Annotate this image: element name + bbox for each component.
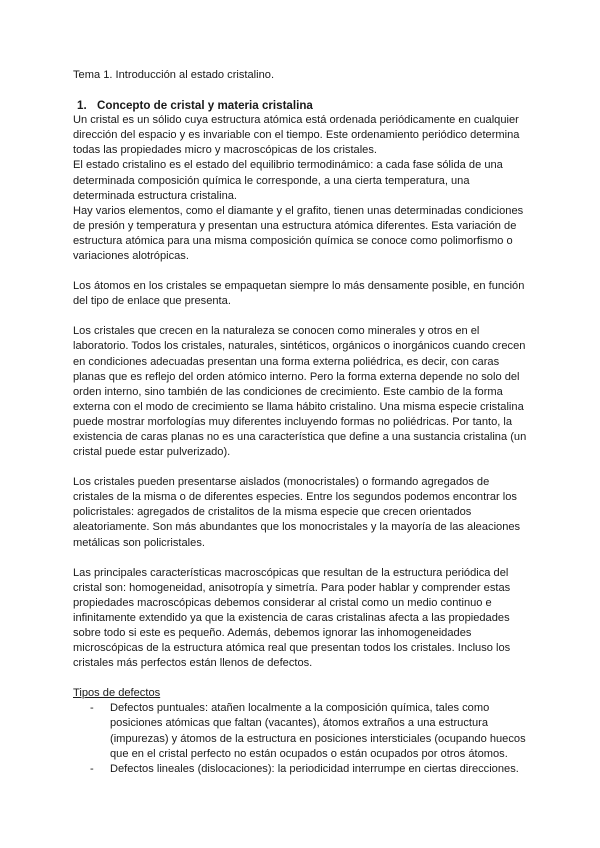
defects-heading: Tipos de defectos	[73, 687, 161, 700]
paragraph-crystal-definition: Un cristal es un sólido cuya estructura atómica está ordenada periódicamente en cualquier dirección del espacio y es invariable con el tiempo. Este ordenamiento periódico determina todas las propiedades micro y macroscópicas de los cristales.	[73, 114, 520, 157]
paragraph-spacer	[73, 551, 528, 566]
section-number: 1.	[77, 99, 87, 113]
paragraph-crystal-habit: Los cristales que crecen en la naturaleza se conocen como minerales y otros en el laboratorio. Todos los cristales, naturales, sintéticos, orgánicos o inorgánicos cuando crecen en condiciones adecuadas presentan una forma externa poliédrica, es decir, con caras planas que es reflejo del orden atómico interno. Pero la forma externa depende no solo del orden interno, sino también de las condiciones de crecimiento. Este cambio de la forma externa con el modo de crecimiento se llama hábito cristalino. Una misma especie cristalina puede mostrar morfologías muy diferentes incluyendo formas no poliédricas. Por tanto, la existencia de caras planas no es una característica que define a una sustancia cristalina (un cristal puede estar pulverizado).	[73, 325, 527, 459]
paragraph-crystalline-state: El estado cristalino es el estado del equilibrio termodinámico: a cada fase sólida de una determinada composición química le corresponde, a una cierta temperatura, una determinada estructura cristalina.	[73, 159, 503, 202]
section-title: Concepto de cristal y materia cristalina	[97, 99, 313, 113]
paragraph-polycrystals: Los cristales pueden presentarse aislados (monocristales) o formando agregados de cristales de la misma o de diferentes especies. Entre los segundos podemos encontrar los policristales: agregados de cristalitos de la misma especie que crecen orientados aleatoriamente. Son más abundantes que los monocristales y la mayoría de las aleaciones metálicas son policristales.	[73, 476, 521, 549]
list-bullet: -	[90, 702, 94, 715]
list-item	[73, 762, 528, 777]
section-heading	[73, 98, 528, 113]
paragraph-spacer	[73, 460, 528, 475]
paragraph-polymorphism: Hay varios elementos, como el diamante y el grafito, tienen unas determinadas condiciones de presión y temperatura y presentan una estructura atómica diferentes. Esta variación de estructura atómica para una misma composición química se conoce como polimorfismo o variaciones alotrópicas.	[73, 204, 524, 263]
paragraph-macroscopic-properties: Las principales características macroscópicas que resultan de la estructura periódica del cristal son: homogeneidad, anisotropía y simetría. Para poder hablar y comprender estas propiedades macroscópicas debemos considerar al cristal como un medio continuo e infinitamente extendido ya que la existencia de caras cristalinas afecta a las propiedades sobre todo si este es pequeño. Además, debemos ignorar las inhomogeneidades microscópicas de la estructura atómica real que presentan todos los cristales. Incluso los cristales más perfectos están llenos de defectos.	[73, 566, 511, 670]
list-bullet: -	[90, 762, 94, 775]
paragraph-atom-packing: Los átomos en los cristales se empaquetan siempre lo más densamente posible, en función del tipo de enlace que presenta.	[73, 280, 525, 308]
paragraph-spacer	[73, 309, 528, 324]
list-item-text: Defectos puntuales: atañen localmente a la composición química, tales como posiciones atómicas que faltan (vacantes), átomos extraños a una estructura (impurezas) y átomos de la estructura en posiciones intersticiales (ocupando huecos que en el cristal perfecto no están ocupados o están ocupados por otros átomos.	[110, 702, 526, 760]
defects-list	[73, 701, 528, 776]
paragraph-spacer	[73, 264, 528, 279]
list-item-text: Defectos lineales (dislocaciones): la periodicidad interrumpe en ciertas direcciones.	[110, 762, 519, 775]
list-item	[73, 701, 528, 761]
document-title: Tema 1. Introducción al estado cristalino.	[73, 69, 275, 81]
paragraph-spacer	[73, 671, 528, 686]
document-page	[73, 68, 528, 777]
